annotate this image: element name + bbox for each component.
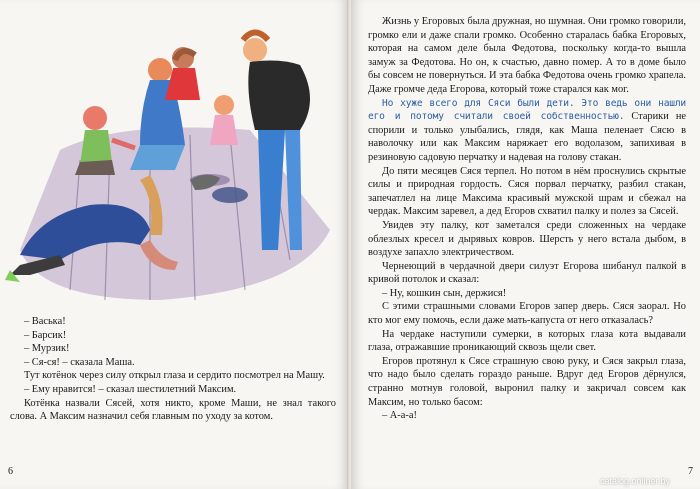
paragraph: Егоров протянул к Сясе страшную свою руку, и Сяся закрыл глаза, что надо было сделать гораздо раньше. Вдруг дед Егоров дёрнулся, странно мотнув головой, выронил палку и закричал совсем как Максим, но только басом: — [368, 355, 686, 408]
paragraph-rest: Старики не спорили и только улыбались, глядя, как Маша пеленает Сясю в наволочку или как Максим наряжает его водолазом, запихивая в резиновую садовую перчатку и надевая на голову стакан. — [368, 111, 686, 163]
paragraph: Тут котёнок через силу открыл глаза и сердито посмотрел на Машу. — [24, 370, 325, 382]
left-page-text — [10, 315, 336, 424]
paragraph: – Ну, кошкин сын, держися! — [382, 287, 507, 299]
page-number-left: 6 — [8, 466, 13, 477]
paragraph: На чердаке наступили сумерки, в которых глаза кота выдавали глаза, отражавшие проникающий сквозь щели свет. — [368, 328, 686, 354]
page-number-right: 7 — [688, 466, 693, 477]
paragraph: Увидев эту палку, кот заметался среди сложенных на чердаке облезлых кресел и дырявых ковров. Шерсть у него встала дыбом, в воздухе запахло электричеством. — [368, 219, 686, 259]
right-page-text — [368, 15, 686, 423]
paragraph: – Мурзик! — [24, 343, 70, 355]
watermark: catalog.onliner.by — [600, 476, 671, 486]
illustration-children-with-kitten — [0, 0, 349, 310]
paragraph: Котёнка назвали Сясей, хотя никто, кроме Маши, не знал такого слова. А Максим назначил себя главным по уходу за котом. — [10, 397, 336, 423]
paragraph: – А-а-а! — [382, 410, 417, 422]
paragraph: Чернеющий в чердачной двери силуэт Егорова шибанул палкой в кривой потолок и сказал: — [368, 260, 686, 286]
paragraph: С этими страшными словами Егоров запер дверь. Сяся заорал. Но кто мог ему помочь, если даже мать-капуста от него отказалась? — [368, 301, 686, 327]
paragraph: До пяти месяцев Сяся терпел. Но потом в нём проснулись скрытые силы и природная гордость. Сяся порвал перчатку, разбил стакан, запечатлел на лице Максима красивый мужской шрам и сбежал на чердак. Максим заревел, а дед Егоров схватил палку и полез за Сясей. — [368, 165, 686, 218]
handwritten-text: Но хуже всего для Сяси были дети. Это ведь они нашли его и потому считали своей собственностью. — [368, 97, 686, 123]
left-page — [0, 0, 349, 489]
paragraph: – Ему нравится! – сказал шестилетний Максим. — [24, 383, 237, 395]
paragraph: – Васька! — [24, 316, 66, 327]
paragraph-with-handwriting — [368, 97, 686, 165]
paragraph: Жизнь у Егоровых была дружная, но шумная. Они громко говорили, громко ели и даже спали громко. Особенно старалась бабка Егоровых, которая на самом деле была Федотова, поскольку когда-то вышла замуж за Федотова. Но он, к счастью, давно помер. А то в доме было бы совсем не повернуться. И эта бабка Федотова очень громко храпела. Даже громче деда Егорова, который тоже старался как мог. — [368, 16, 686, 95]
paragraph: – Барсик! — [24, 329, 67, 341]
paragraph: – Ся-ся! – сказала Маша. — [24, 356, 135, 368]
